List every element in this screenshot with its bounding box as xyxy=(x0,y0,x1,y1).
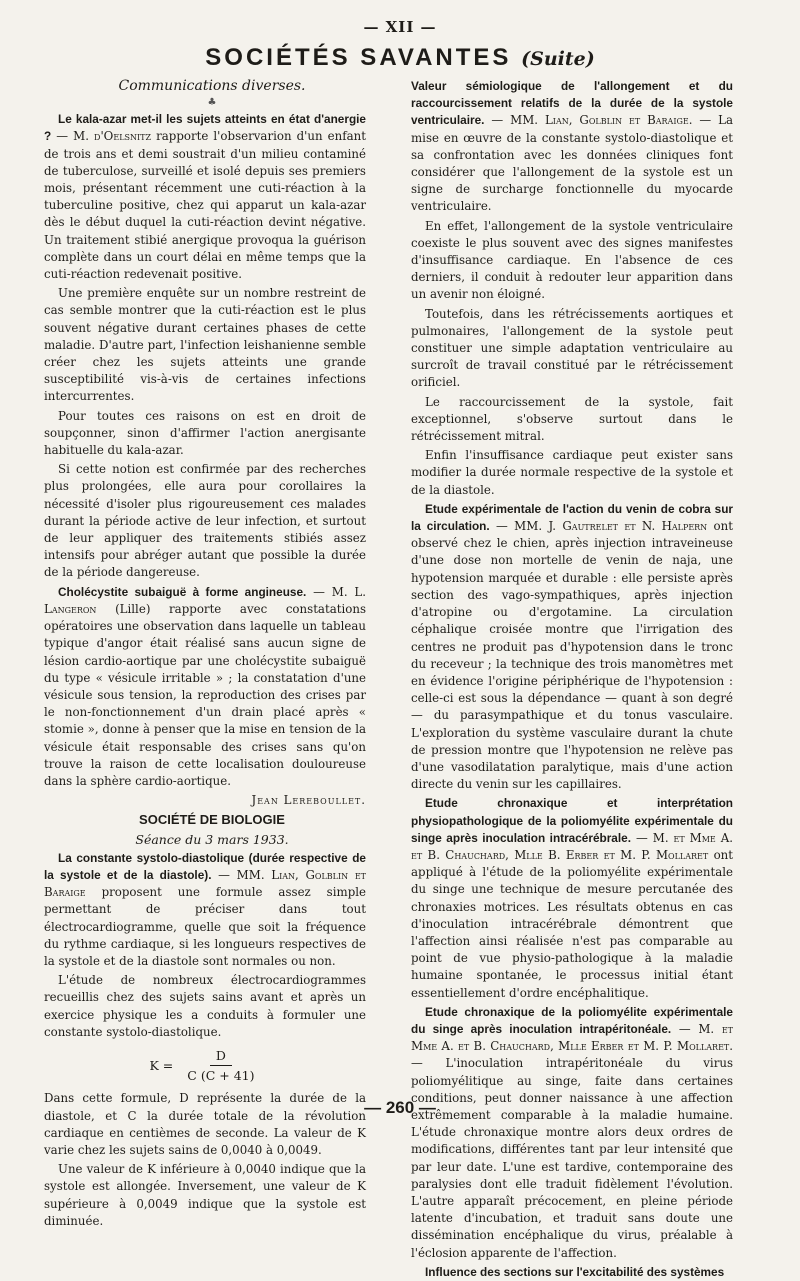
paragraph: Enfin l'insuffisance cardiaque peut exister sans modifier la durée normale respective de la systole et de la diastole. xyxy=(411,448,733,497)
paragraph: L'étude de nombreux électrocardiogrammes recueillis chez des sujets sains avant et après un exercice physique les a conduits à formuler une constante systolo-diastolique. xyxy=(44,973,366,1039)
article-body: ont observé chez le chien, après injection intraveineuse d'une dose non mortelle de venin de naja, une hypotension marquée et durable : elle persiste après section des vago-sympathiques, après injection d'atropine ou d'ergotamine. La circulation céphalique croisée montre que l'irrigation des centres ne produit pas d'hypotension dans le tronc du receveur ; la technique des trois manomètres met en évidence l'origine périphérique de l'hypotension : celle-ci est sous la dépendance — quant à son degré — du parasympathique et du tonus vasculaire. L'exploration du système vasculaire durant la chute de pression montre que l'hypotension ne relève pas d'une vasodilatation paralytique, mais d'une action directe du venin sur les capillaires. xyxy=(411,519,733,792)
article-authors: M. et Mme A. et B. Chauchard, Mlle B. Erber et M. P. Mollaret xyxy=(411,830,734,862)
article-influence-title xyxy=(411,1264,733,1281)
paragraph: Une première enquête sur un nombre restreint de cas semble montrer que la cuti-réaction est le plus souvent négative durant certaines phases de cette maladie. D'autre part, l'infection leishanienne semble créer chez les sujets atteints une grande susceptibilité vis-à-vis de certaines infections intercurrentes. xyxy=(44,286,366,404)
article-cobra: Etude expérimentale de l'action du venin de cobra sur la circulation. — MM. J. Gautrelet et N. Halpern ont observé chez le chien, après injection intraveineuse d'une dose non mortelle de venin de naja, une hypotension marquée et durable : elle persiste après section des vago-sympathiques, après injection d'atropine ou d'ergotamine. La circulation céphalique croisée montre que l'irrigation des centres ne produit pas d'hypotension dans le tronc du receveur ; la technique des trois manomètres met en évidence l'origine périphérique de l'hypotension : celle-ci est sous la dépendance — quant à son degré — du parasympathique et du tonus vasculaire. L'exploration du système vasculaire durant la chute de pression montre que l'hypotension ne relève pas d'une vasodilatation paralytique, mais d'une action directe du venin sur les capillaires. xyxy=(411,501,733,792)
article-title: Influence des sections sur l'excitabilité des systèmes xyxy=(425,1264,725,1279)
page-roman-numeral: — XII — xyxy=(363,18,437,36)
article-title: Cholécystite subaiguë à forme angineuse. xyxy=(58,584,307,599)
article-chronaxique-intraperitoneale: Etude chronaxique de la poliomyélite expérimentale du singe après inoculation intrapéritonéale. — M. et Mme A. et B. Chauchard, Mlle Erber et M. P. Mollaret. — L'inoculation intrapéritonéale du virus poliomyélitique au singe, faite dans certaines conditions, peut donner naissance à une affection extrêmement comparable à la maladie humaine. L'étude chronaxique montre alors deux ordres de modifications, différentes tant par leur intensité que par leur date. L'une est tardive, contemporaine des paralysies dont elle traduit fidèlement l'évolution. L'autre apparaît précocement, en pleine période latente d'incubation, et traduit sans doute une dissémination encéphalique du virus, préalable à l'éclosion apparente de l'affection. xyxy=(411,1004,734,1260)
paragraph: Une valeur de K inférieure à 0,0040 indique que la systole est allongée. Inversement, une valeur de K supérieure à 0,0049 indique que la systole est diminuée. xyxy=(44,1162,366,1228)
article-authors: MM. Lian, Golblin et Baraige. xyxy=(510,113,693,128)
article-title: Le kala-azar met-il les sujets atteints en état d'anergie ? xyxy=(44,112,366,144)
article-authors: MM. Lian, Golblin et Baraige xyxy=(44,867,366,900)
article-cholecystite: Cholécystite subaiguë à forme angineuse. — M. L. Langeron (Lille) rapporte avec constatations opératoires une observation dans laquelle un tableau typique d'angor était réalisé sans aucun signe de lésion cardio-aortique par une cholécystite subaiguë du type « vésicule irritable » ; la constatation d'une vésicule sous tension, la reproduction des crises par le non-fonctionnement d'un drain placé après « stomie », donne à penser que la mise en tension de la vésicule était responsable des crises sans qu'on trouve la raison de cette localisation douloureuse dans la sphère cardio-aortique. xyxy=(44,584,367,788)
article-authors: M. L. Langeron xyxy=(44,584,366,616)
article-title: Etude expérimentale de l'action du venin de cobra sur la circulation. xyxy=(411,501,733,534)
formula xyxy=(44,1047,366,1084)
heading-main: SOCIÉTÉS SAVANTES xyxy=(205,44,512,71)
ornament-icon: ♣ xyxy=(207,97,217,109)
article-title: Etude chronaxique de la poliomyélite expérimentale du singe après inoculation intrapéritonéale. xyxy=(411,1004,733,1036)
article-title: Valeur sémiologique de l'allongement et du raccourcissement relatifs de la durée de la systole ventriculaire. xyxy=(411,79,733,128)
paragraph: Le raccourcissement de la systole, fait exceptionnel, s'observe surtout dans le rétrécissement mitral. xyxy=(411,394,733,444)
formula-numerator: D xyxy=(210,1047,232,1066)
article-title: La constante systolo-diastolique (durée respective de la systole et de la diastole). xyxy=(44,850,366,882)
article-body: ont appliqué à l'étude de la poliomyélite expérimentale du singe une technique de mesure percutanée des chronaxies motrices. Les résultats obtenus en cas d'inoculation intracérébrale démontrent que l'affection ainsi réalisée n'est pas comparable au point de vue physio-pathologique à la maladie humaine spontanée, le processus initial étant essentiellement d'ordre encéphalitique. xyxy=(411,847,734,1000)
formula-denominator: C (C + 41) xyxy=(187,1068,255,1084)
article-chronaxique-intracerebrale: Etude chronaxique et interprétation physiopathologique de la poliomyélite expérimentale du singe après inoculation intracérébrale. — M. et Mme A. et B. Chauchard, Mlle B. Erber et M. P. Mollaret ont appliqué à l'étude de la poliomyélite expérimentale du singe une technique de mesure percutanée des chronaxies motrices. Les résultats obtenus en cas d'inoculation intracérébrale démontrent que l'affection ainsi réalisée n'est pas comparable au point de vue physio-pathologique à la maladie humaine spontanée, le processus initial étant essentiellement d'ordre encéphalitique. xyxy=(411,796,734,1000)
right-column xyxy=(411,78,734,1279)
formula-fraction xyxy=(181,1047,260,1084)
article-authors: MM. J. Gautrelet et N. Halpern xyxy=(514,519,708,534)
article-authors: M. d'Oelsnitz xyxy=(73,129,152,144)
article-body: La mise en œuvre de la constante systolo-diastolique et sa confrontation avec les données cliniques font considérer que l'allongement de la systole est un signe de surcharge fonctionnelle du myocarde ventriculaire. xyxy=(411,113,734,214)
article-kala-azar: Le kala-azar met-il les sujets atteints en état d'anergie ? — M. d'Oelsnitz rapporte l'observarion d'un enfant de trois ans et demi soustrait d'un milieu contaminé de tuberculose, surveillé et isolé depuis ses premiers mois, présentant récemment une cuti-réaction à la tuberculine positive, chez qui apparut un kala-azar dès le début duquel la cuti-réaction devint négative. Un traitement stibié anergique provoqua la guérison complète dans un court délai en même temps que la cuti-réaction redevenait positive. xyxy=(44,112,366,282)
paragraph: Toutefois, dans les rétrécissements aortiques et pulmonaires, l'allongement de la systole peut constituer une simple adaptation ventriculaire au surcroît de travail constitué par le rétrécissement orificiel. xyxy=(411,306,733,390)
page-heading xyxy=(0,44,800,73)
article-body: proposent une formule assez simple permettant de préciser dans tout électrocardiogramme, quelle que soit la fréquence du rythme cardiaque, si les longueurs respectives de la systole et de la diastole sont normales ou non. xyxy=(44,885,367,968)
left-column xyxy=(44,78,367,1228)
paragraph: Pour toutes ces raisons on est en droit de soupçonner, sinon d'affirmer l'action anergisante habituelle du kala-azar. xyxy=(44,408,366,458)
article-title: Etude chronaxique et interprétation physiopathologique de la poliomyélite expérimentale du singe après inoculation intracérébrale. xyxy=(411,796,733,845)
section-communications: Communications diverses. xyxy=(118,78,306,94)
article-body: rapporte l'observarion d'un enfant de trois ans et demi soustrait d'un milieu contaminé de tuberculose, surveillé et isolé depuis ses premiers mois, présentant récemment une cuti-réaction à la tuberculine positive, chez qui apparut un kala-azar dès le début duquel la cuti-réaction devint négative. Un traitement stibié anergique provoqua la guérison complète dans un court délai en même temps que la cuti-réaction redevenait positive. xyxy=(44,129,366,282)
seance-date: Séance du 3 mars 1933. xyxy=(135,831,289,847)
paragraph: Si cette notion est confirmée par des recherches plus prolongées, elle aura pour corollaires la nécessité d'isoler plus rigoureusement ces malades durant la période active de leur infection, et surtout de leur appliquer des traitements stibiés assez intensifs pour abréger autant que possible la durée de la période dangereuse. xyxy=(44,462,366,580)
article-body: (Lille) rapporte avec constatations opératoires une observation dans laquelle un tableau typique d'angor était réalisé sans aucun signe de lésion cardio-aortique par une cholécystite subaiguë du type « vésicule irritable » ; la constatation d'une vésicule sous tension, la reproduction des crises par le non-fonctionnement d'un drain placé après « stomie », donne à penser que la mise en tension de la vésicule était responsable des crises sans qu'on trouve la raison de cette localisation douloureuse dans la sphère cardio-aortique. xyxy=(44,601,367,788)
paragraph: Dans cette formule, D représente la durée de la diastole, et C la durée totale de la révolution cardiaque en centièmes de seconde. La valeur de K varie chez les sujets sains de 0,0040 à 0,0049. xyxy=(44,1091,366,1157)
page-number: — 260 — xyxy=(364,1098,436,1117)
article-constante: La constante systolo-diastolique (durée respective de la systole et de la diastole). — MM. Lian, Golblin et Baraige proposent une formule assez simple permettant de préciser dans tout électrocardiogramme, quelle que soit la fréquence du rythme cardiaque, si les longueurs respectives de la systole et de la diastole sont normales ou non. xyxy=(44,850,367,968)
paragraph: En effet, l'allongement de la systole ventriculaire coexiste le plus souvent avec des signes manifestes d'insuffisance cardiaque. En l'absence de ces derniers, il conduit à redouter leur apparition dans un avenir non éloigné. xyxy=(411,218,733,302)
article-body: L'inoculation intrapéritonéale du virus poliomyélitique au singe, faite dans certaines conditions, peut donner naissance à une affection extrêmement comparable à la maladie humaine. L'étude chronaxique montre alors deux ordres de modifications, différentes tant par leur intensité que par leur date. L'une est tardive, contemporaine des paralysies dont elle traduit fidèlement l'évolution. L'autre apparaît précocement, en pleine période latente d'incubation, et traduit sans doute une dissémination encéphalique du virus, préalable à l'éclosion apparente de l'affection. xyxy=(411,1056,734,1260)
formula-lhs: K = xyxy=(149,1058,174,1074)
article-semiologique: Valeur sémiologique de l'allongement et du raccourcissement relatifs de la durée de la systole ventriculaire. — MM. Lian, Golblin et Baraige. — La mise en œuvre de la constante systolo-diastolique et sa confrontation avec les données cliniques font considérer que l'allongement de la systole est un signe de surcharge fonctionnelle du myocarde ventriculaire. xyxy=(411,79,734,214)
signature: Jean Lereboullet. xyxy=(251,793,366,808)
article-authors: M. et Mme A. et B. Chauchard, Mlle Erber et M. P. Mollaret. xyxy=(411,1021,734,1054)
section-societe-biologie: SOCIÉTÉ DE BIOLOGIE xyxy=(139,812,285,828)
heading-suite: (Suite) xyxy=(521,48,595,70)
